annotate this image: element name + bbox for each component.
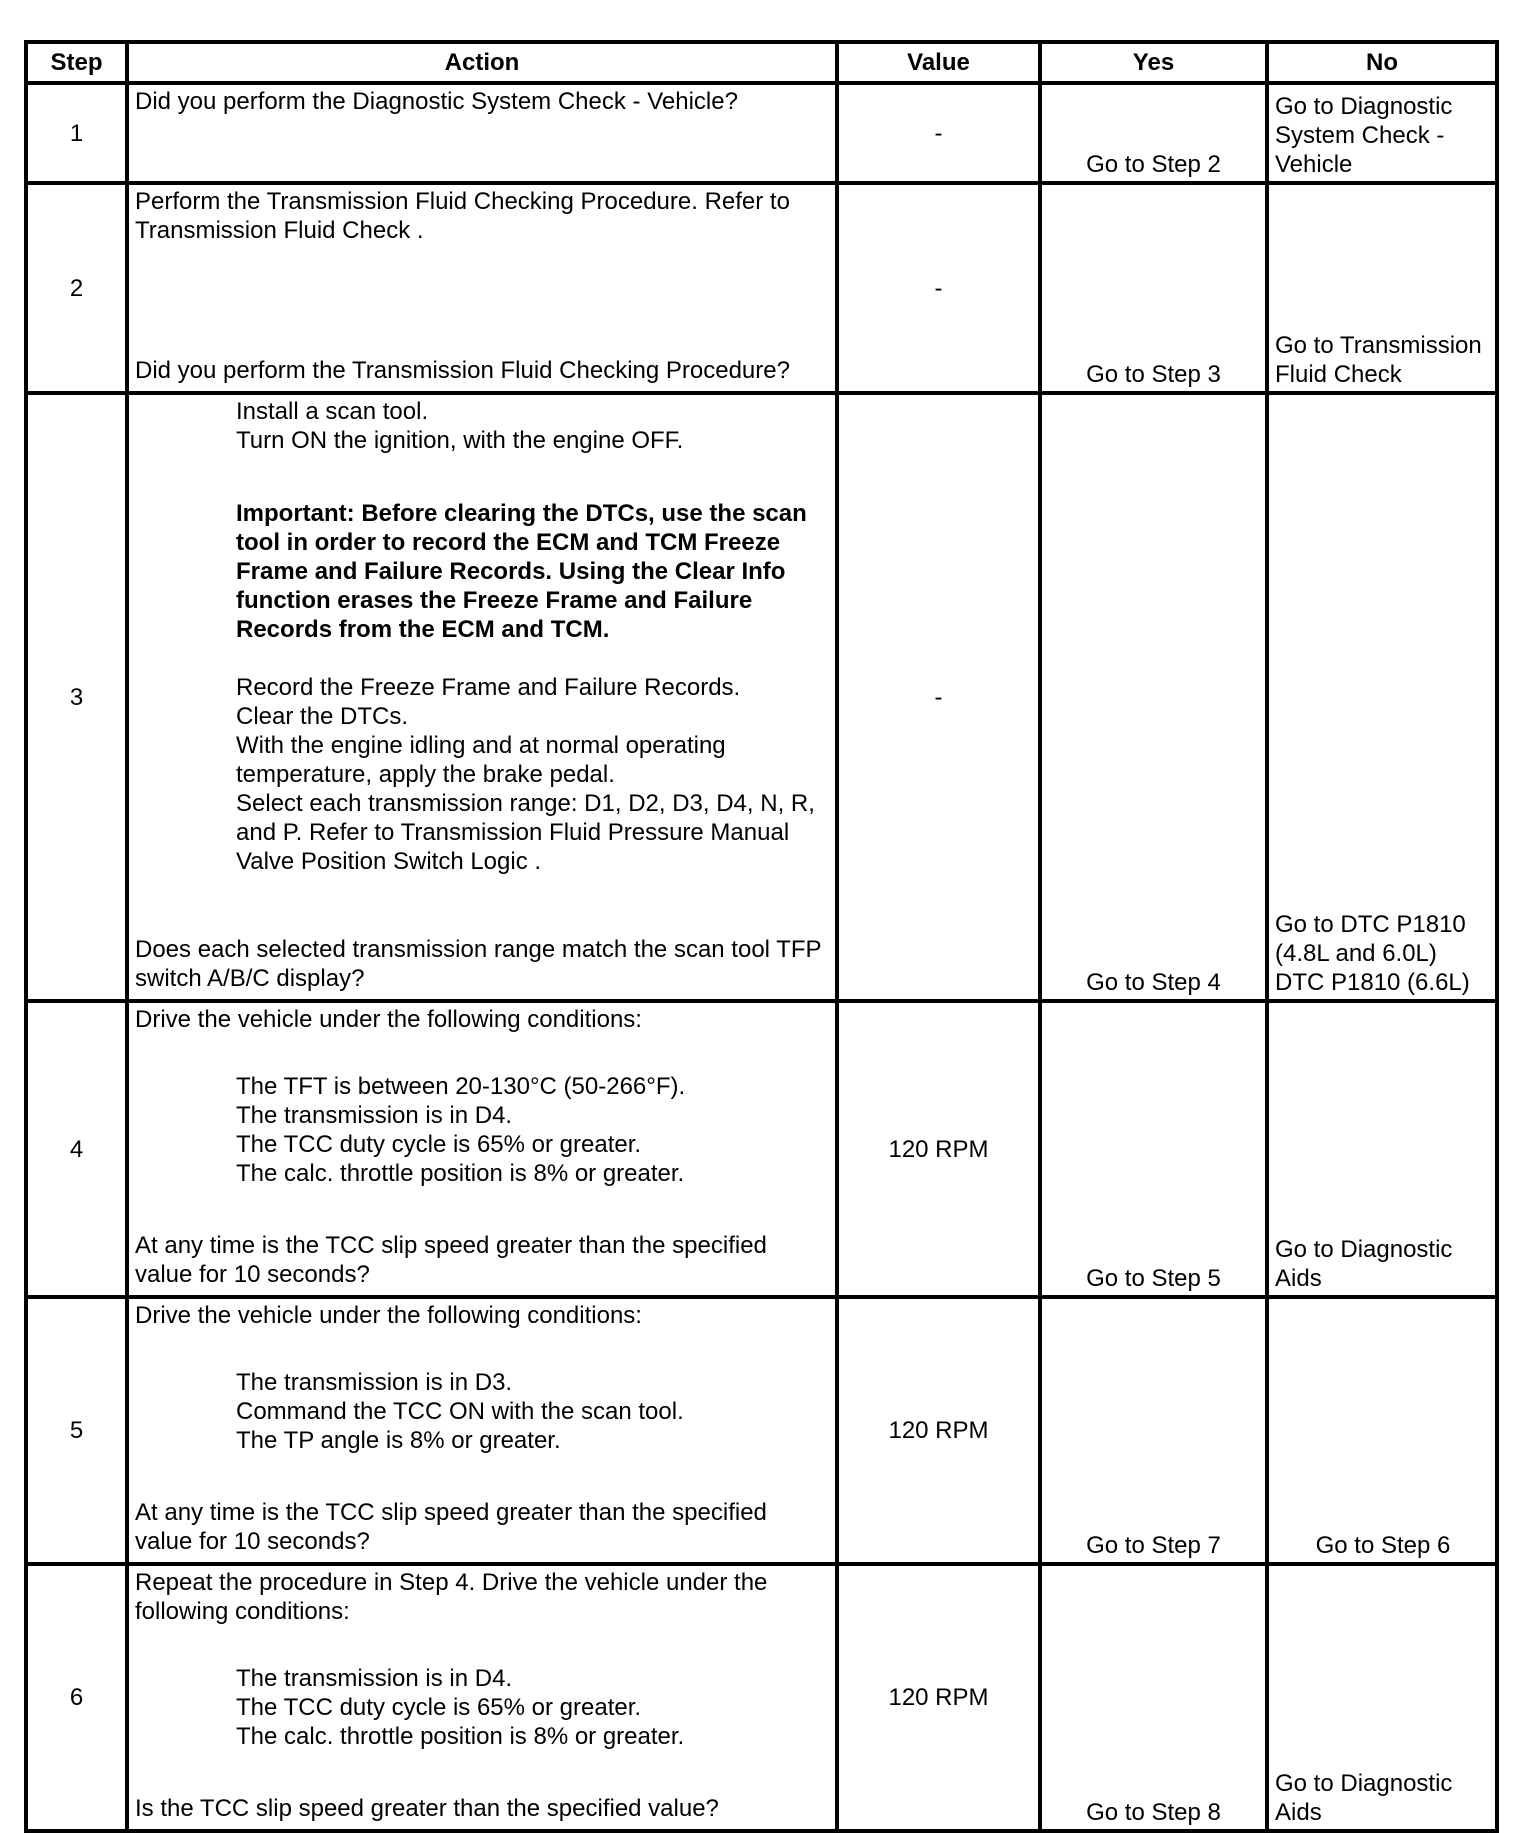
action-intro: Drive the vehicle under the following conditions: bbox=[135, 1006, 642, 1033]
header-step: Step bbox=[26, 42, 127, 83]
yes-link: Go to Step 5 bbox=[1086, 1265, 1221, 1292]
no-link: DTC P1810 (6.6L) bbox=[1275, 969, 1470, 996]
action-item: Turn ON the ignition, with the engine OFF. bbox=[236, 427, 684, 454]
action-cell bbox=[127, 83, 837, 183]
yes-link: Go to Step 2 bbox=[1086, 151, 1221, 178]
table-row bbox=[26, 83, 1497, 183]
condition-item: The calc. throttle position is 8% or greater. bbox=[236, 1160, 685, 1187]
action-cell bbox=[127, 1001, 837, 1297]
step-number: 5 bbox=[26, 1297, 127, 1564]
no-link: Go to Diagnostic System Check - Vehicle bbox=[1275, 93, 1453, 178]
table-row bbox=[26, 393, 1497, 1001]
no-link: Go to DTC P1810 (4.8L and 6.0L) bbox=[1275, 911, 1466, 967]
value-cell: - bbox=[837, 83, 1040, 183]
action-cell bbox=[127, 393, 837, 1001]
action-item: Install a scan tool. bbox=[236, 398, 429, 425]
action-cell bbox=[127, 183, 837, 393]
step-number: 2 bbox=[26, 183, 127, 393]
table-row bbox=[26, 1297, 1497, 1564]
value-cell: 120 RPM bbox=[837, 1564, 1040, 1831]
no-cell bbox=[1267, 1564, 1497, 1831]
action-item: Record the Freeze Frame and Failure Records. bbox=[236, 674, 741, 701]
condition-item: The transmission is in D4. bbox=[236, 1665, 513, 1692]
action-question: Did you perform the Transmission Fluid Checking Procedure? bbox=[135, 357, 790, 384]
value-cell: - bbox=[837, 183, 1040, 393]
no-link: Go to Diagnostic Aids bbox=[1275, 1236, 1453, 1292]
yes-cell bbox=[1040, 1564, 1267, 1831]
condition-item: Command the TCC ON with the scan tool. bbox=[236, 1398, 684, 1425]
yes-link: Go to Step 7 bbox=[1086, 1532, 1221, 1559]
diagnostic-table bbox=[24, 40, 1499, 1833]
table-row bbox=[26, 1001, 1497, 1297]
value-cell: - bbox=[837, 393, 1040, 1001]
condition-item: The TCC duty cycle is 65% or greater. bbox=[236, 1694, 642, 1721]
yes-cell bbox=[1040, 83, 1267, 183]
yes-cell bbox=[1040, 1297, 1267, 1564]
action-question: Did you perform the Diagnostic System Check - Vehicle? bbox=[135, 88, 738, 115]
no-cell bbox=[1267, 1001, 1497, 1297]
action-intro: Repeat the procedure in Step 4. Drive the vehicle under the following conditions: bbox=[135, 1569, 768, 1625]
condition-item: The transmission is in D3. bbox=[236, 1369, 513, 1396]
action-item: Clear the DTCs. bbox=[236, 703, 409, 730]
step-number: 3 bbox=[26, 393, 127, 1001]
step-number: 1 bbox=[26, 83, 127, 183]
action-question: Is the TCC slip speed greater than the specified value? bbox=[135, 1795, 719, 1822]
yes-link: Go to Step 4 bbox=[1086, 969, 1221, 996]
yes-cell bbox=[1040, 1001, 1267, 1297]
no-cell bbox=[1267, 1297, 1497, 1564]
action-intro: Drive the vehicle under the following conditions: bbox=[135, 1302, 642, 1329]
yes-link: Go to Step 3 bbox=[1086, 361, 1221, 388]
no-link: Go to Step 6 bbox=[1315, 1532, 1451, 1559]
yes-cell bbox=[1040, 183, 1267, 393]
header-row bbox=[26, 42, 1497, 83]
condition-item: The TFT is between 20-130°C (50-266°F). bbox=[236, 1073, 686, 1100]
value-cell: 120 RPM bbox=[837, 1001, 1040, 1297]
yes-cell bbox=[1040, 393, 1267, 1001]
table-row bbox=[26, 183, 1497, 393]
step-number: 6 bbox=[26, 1564, 127, 1831]
condition-item: The TP angle is 8% or greater. bbox=[236, 1427, 561, 1454]
important-note: Important: Before clearing the DTCs, use the scan tool in order to record the ECM and TCM Freeze Frame and Failure Records. Using the Clear Info function erases the Freeze Frame and Failure Records from the ECM and TCM. bbox=[236, 500, 807, 643]
action-question: At any time is the TCC slip speed greater than the specified value for 10 seconds? bbox=[135, 1499, 767, 1555]
no-link: Go to Diagnostic Aids bbox=[1275, 1770, 1453, 1826]
header-action: Action bbox=[127, 42, 837, 83]
action-question: At any time is the TCC slip speed greater than the specified value for 10 seconds? bbox=[135, 1232, 767, 1288]
header-value: Value bbox=[837, 42, 1040, 83]
action-item: With the engine idling and at normal operating temperature, apply the brake pedal. bbox=[236, 732, 726, 788]
header-no: No bbox=[1267, 42, 1497, 83]
step-number: 4 bbox=[26, 1001, 127, 1297]
condition-item: The TCC duty cycle is 65% or greater. bbox=[236, 1131, 642, 1158]
table-row bbox=[26, 1564, 1497, 1831]
condition-item: The calc. throttle position is 8% or greater. bbox=[236, 1723, 685, 1750]
no-cell bbox=[1267, 183, 1497, 393]
no-cell bbox=[1267, 83, 1497, 183]
action-item: Select each transmission range: D1, D2, D3, D4, N, R, and P. Refer to Transmission Fluid Pressure Manual Valve Position Switch Logic . bbox=[236, 790, 815, 875]
action-cell bbox=[127, 1297, 837, 1564]
action-question: Does each selected transmission range match the scan tool TFP switch A/B/C display? bbox=[135, 936, 822, 992]
action-intro: Perform the Transmission Fluid Checking Procedure. Refer to Transmission Fluid Check . bbox=[135, 188, 790, 244]
yes-link: Go to Step 8 bbox=[1086, 1799, 1221, 1826]
condition-item: The transmission is in D4. bbox=[236, 1102, 513, 1129]
header-yes: Yes bbox=[1040, 42, 1267, 83]
action-cell bbox=[127, 1564, 837, 1831]
no-link: Go to Transmission Fluid Check bbox=[1275, 332, 1482, 388]
value-cell: 120 RPM bbox=[837, 1297, 1040, 1564]
no-cell bbox=[1267, 393, 1497, 1001]
